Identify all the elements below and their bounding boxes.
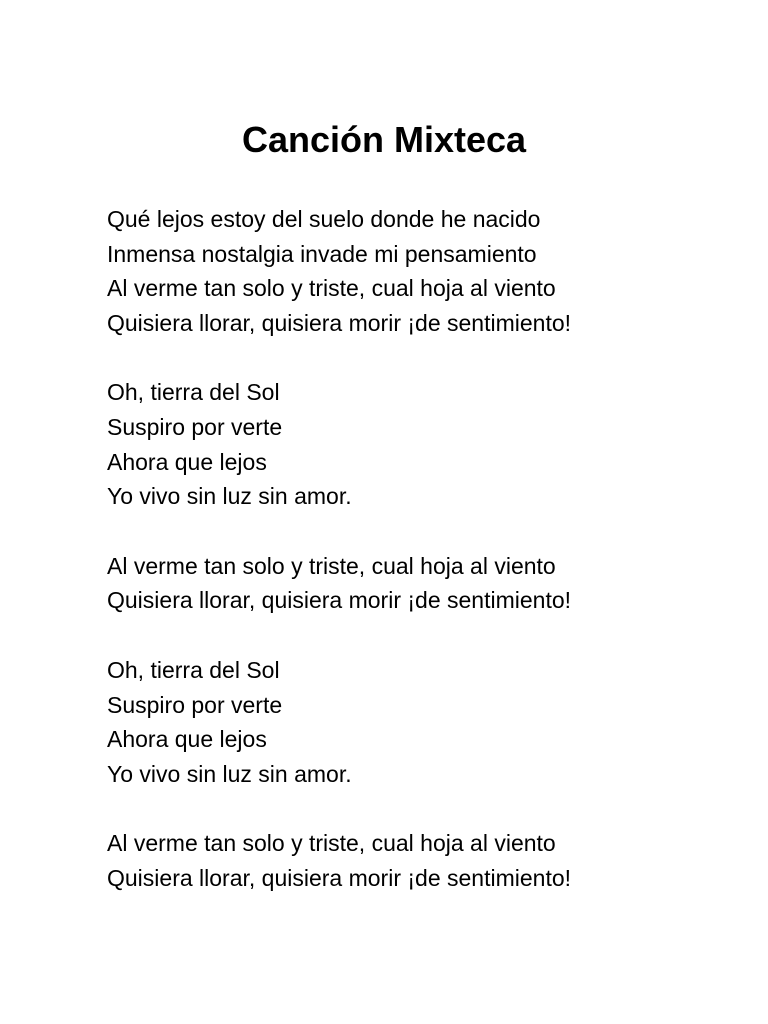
lyric-line: Quisiera llorar, quisiera morir ¡de sentimiento! (107, 587, 572, 614)
lyric-line: Oh, tierra del Sol (107, 656, 280, 683)
lyric-line: Al verme tan solo y triste, cual hoja al viento (107, 275, 556, 302)
stanza-1 (107, 202, 747, 340)
lyric-line: Quisiera llorar, quisiera morir ¡de sentimiento! (107, 309, 572, 336)
page-title: Canción Mixteca (241, 119, 527, 160)
stanza-2 (107, 375, 747, 513)
stanza-4 (107, 653, 747, 791)
lyric-line: Yo vivo sin luz sin amor. (107, 483, 352, 510)
lyrics-body (107, 202, 747, 931)
lyric-line: Ahora que lejos (107, 726, 267, 753)
stanza-3 (107, 549, 747, 618)
lyric-line: Ahora que lejos (107, 448, 267, 475)
lyric-line: Al verme tan solo y triste, cual hoja al viento (107, 552, 556, 579)
lyric-line: Suspiro por verte (107, 413, 283, 440)
lyric-line: Oh, tierra del Sol (107, 379, 280, 406)
lyric-line: Qué lejos estoy del suelo donde he nacido (107, 206, 541, 232)
lyric-line: Suspiro por verte (107, 691, 283, 718)
stanza-5 (107, 826, 747, 895)
lyric-line: Al verme tan solo y triste, cual hoja al viento (107, 830, 556, 857)
lyric-line: Yo vivo sin luz sin amor. (107, 760, 352, 787)
lyric-line: Inmensa nostalgia invade mi pensamiento (107, 240, 537, 267)
lyric-line: Quisiera llorar, quisiera morir ¡de sentimiento! (107, 864, 572, 891)
